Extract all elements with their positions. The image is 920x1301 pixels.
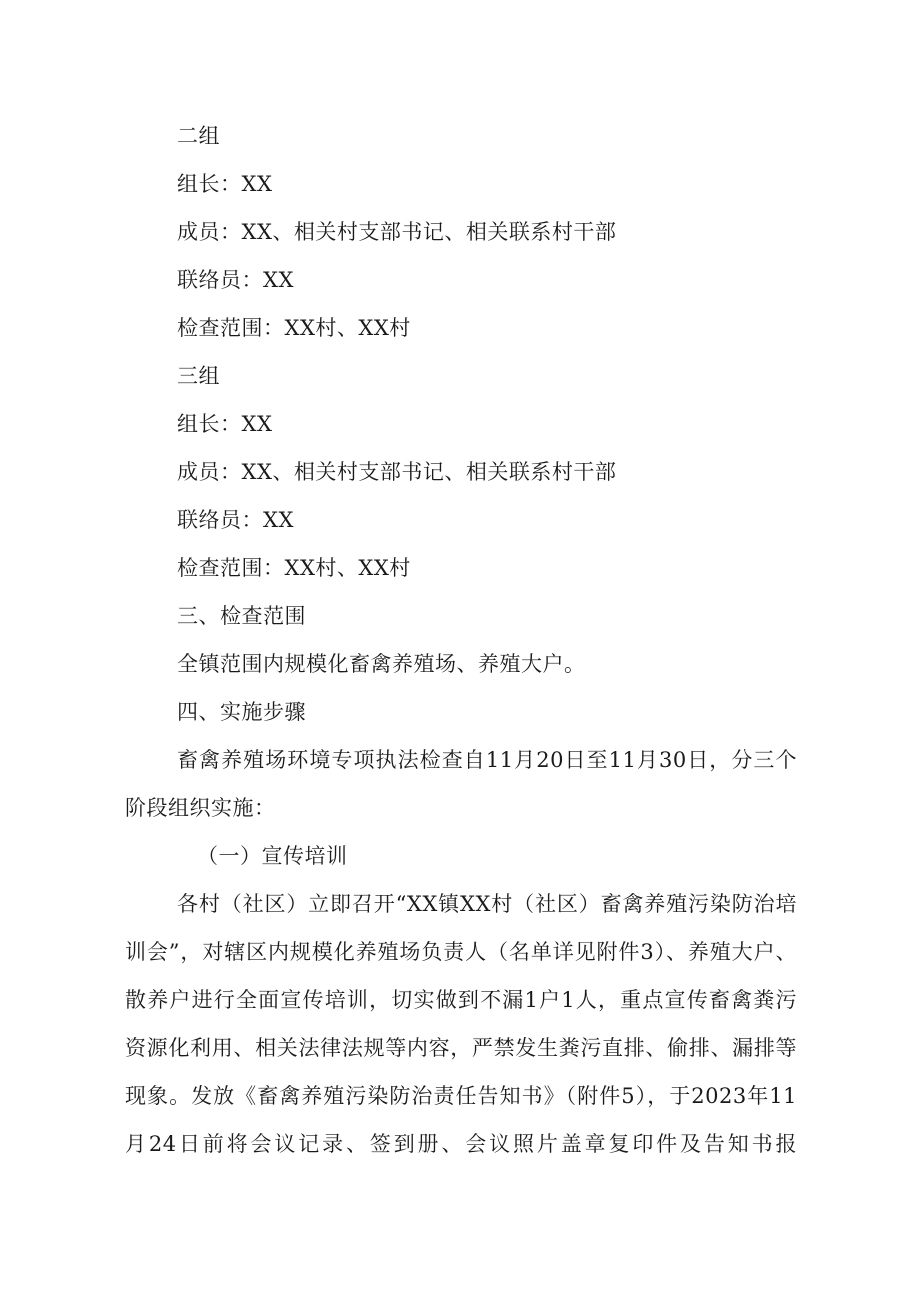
document-body <box>125 112 797 1168</box>
schedule-paragraph: 畜禽养殖场环境专项执法检查自11月20日至11月30日，分三个阶段组织实施： <box>125 748 797 820</box>
group-two-scope: 检查范围：XX村、XX村 <box>177 316 411 340</box>
group-two-members: 成员：XX、相关村支部书记、相关联系村干部 <box>177 220 617 244</box>
section-four-heading: 四、实施步骤 <box>177 700 306 724</box>
group-three-liaison: 联络员：XX <box>177 508 294 532</box>
training-paragraph: 各村（社区）立即召开“XX镇XX村（社区）畜禽养殖污染防治培训会”，对辖区内规模化养殖场负责人（名单详见附件3）、养殖大户、散养户进行全面宣传培训，切实做到不漏1户1人，重点宣传畜禽粪污资源化利用、相关法律法规等内容，严禁发生粪污直排、偷排、漏排等现象。发放《畜禽养殖污染防治责任告知书》（附件5），于2023年11月24日前将会议记录、签到册、会议照片盖章复印件及告知书报 <box>125 892 797 1156</box>
group-three-leader: 组长：XX <box>177 412 273 436</box>
group-three-scope: 检查范围：XX村、XX村 <box>177 556 411 580</box>
group-three-heading: 三组 <box>177 364 220 388</box>
group-two-heading: 二组 <box>177 124 220 148</box>
subheading-training: （一）宣传培训 <box>197 844 348 868</box>
group-two-leader: 组长：XX <box>177 172 273 196</box>
group-two-liaison: 联络员：XX <box>177 268 294 292</box>
section-three-text: 全镇范围内规模化畜禽养殖场、养殖大户。 <box>177 652 586 676</box>
section-three-heading: 三、检查范围 <box>177 604 306 628</box>
group-three-members: 成员：XX、相关村支部书记、相关联系村干部 <box>177 460 617 484</box>
